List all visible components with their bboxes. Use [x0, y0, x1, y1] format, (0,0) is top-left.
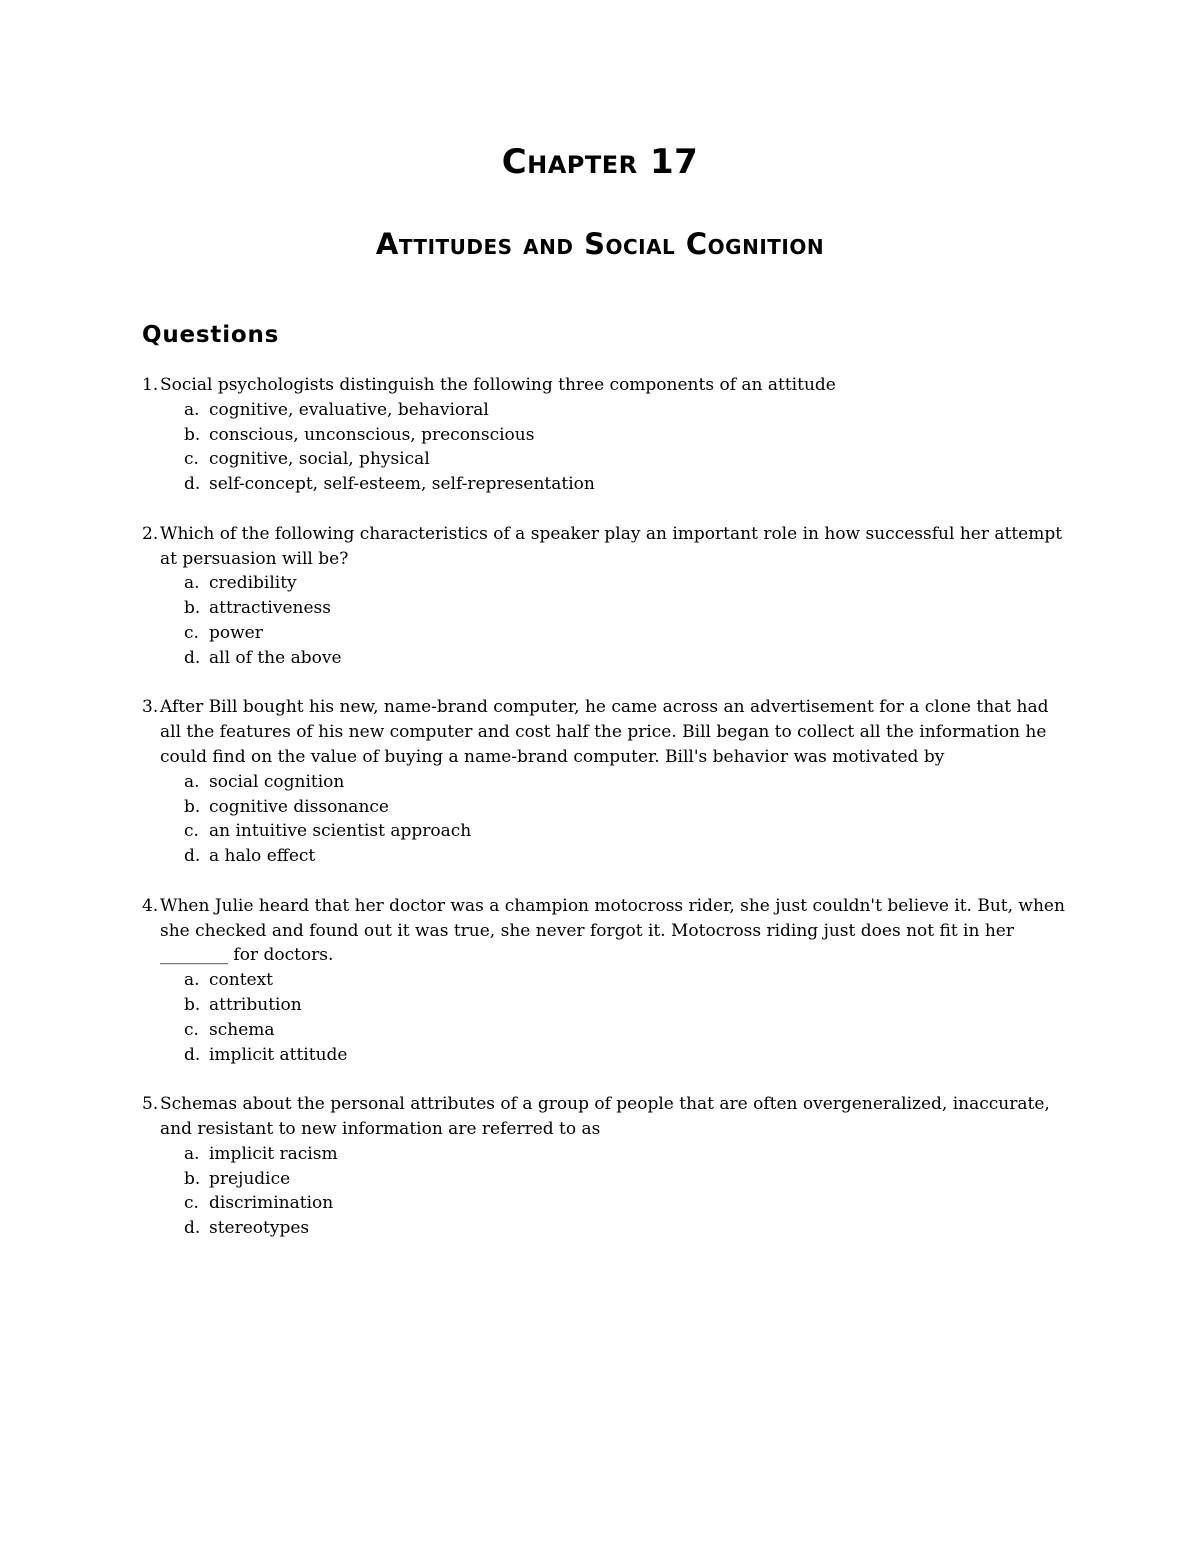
question-5	[142, 1092, 1072, 1241]
answer-option-c	[142, 1018, 1072, 1043]
question-stem	[142, 695, 1072, 769]
answer-option-c	[142, 447, 1072, 472]
answer-option-d	[142, 472, 1072, 497]
option-letter: d.	[184, 474, 201, 495]
answer-option-b	[142, 1167, 1072, 1192]
question-number: 5.	[142, 1094, 159, 1115]
answer-option-a	[142, 770, 1072, 795]
option-letter: b.	[184, 598, 201, 619]
option-letter: d.	[184, 846, 201, 867]
option-text: cognitive, social, physical	[209, 449, 430, 470]
option-text: a halo effect	[209, 846, 316, 867]
option-letter: d.	[184, 1218, 201, 1239]
option-text: social cognition	[209, 771, 345, 792]
option-text: self-concept, self-esteem, self-representation	[209, 474, 595, 495]
question-text: Schemas about the personal attributes of a group of people that are often overgeneralized, inaccurate, and resistant to new information are referred to as	[160, 1094, 1050, 1139]
option-letter: d.	[184, 647, 201, 668]
question-1	[142, 373, 1072, 497]
option-text: implicit attitude	[209, 1044, 348, 1065]
option-text: cognitive, evaluative, behavioral	[209, 399, 489, 420]
option-letter: c.	[184, 622, 199, 643]
option-text: prejudice	[209, 1168, 291, 1189]
option-text: credibility	[209, 573, 297, 594]
answer-options	[142, 571, 1072, 670]
option-letter: a.	[184, 1143, 200, 1164]
option-letter: a.	[184, 399, 200, 420]
option-text: conscious, unconscious, preconscious	[209, 424, 535, 445]
answer-option-a	[142, 398, 1072, 423]
section-heading: Questions	[142, 322, 280, 348]
answer-option-b	[142, 795, 1072, 820]
question-text: Which of the following characteristics of a speaker play an important role in how successful her attempt at persuasion will be?	[160, 523, 1063, 569]
question-number: 4.	[142, 895, 159, 916]
question-text: When Julie heard that her doctor was a champion motocross rider, she just couldn't believe it. But, when she checked and found out it was true, she never forgot it. Motocross riding just does not fit in her ________ for doctors.	[160, 895, 1065, 966]
answer-options	[142, 398, 1072, 497]
option-text: schema	[209, 1019, 275, 1040]
answer-option-d	[142, 1043, 1072, 1068]
option-text: discrimination	[209, 1193, 334, 1214]
option-text: attribution	[209, 994, 302, 1015]
question-list	[142, 373, 1072, 1266]
answer-options	[142, 968, 1072, 1067]
question-number: 1.	[142, 375, 159, 395]
answer-option-a	[142, 1142, 1072, 1167]
option-letter: c.	[184, 821, 199, 842]
option-text: context	[209, 970, 274, 991]
answer-options	[142, 1142, 1072, 1241]
question-stem	[142, 522, 1072, 572]
question-2	[142, 522, 1072, 671]
option-text: attractiveness	[209, 598, 331, 619]
answer-option-a	[142, 571, 1072, 596]
question-text: After Bill bought his new, name-brand computer, he came across an advertisement for a clone that had all the features of his new computer and cost half the price. Bill began to collect all the information he could find on the value of buying a name-brand computer. Bill's behavior was motivated by	[160, 697, 1049, 767]
option-text: power	[209, 622, 263, 643]
option-text: cognitive dissonance	[209, 796, 389, 817]
answer-option-d	[142, 646, 1072, 671]
question-stem	[142, 1092, 1072, 1142]
question-number: 3.	[142, 697, 159, 718]
chapter-title: Chapter 17	[501, 142, 699, 182]
chapter-subtitle: Attitudes and Social Cognition	[375, 227, 825, 261]
option-letter: a.	[184, 573, 200, 594]
option-letter: d.	[184, 1044, 201, 1065]
option-text: stereotypes	[209, 1218, 310, 1239]
answer-option-d	[142, 1216, 1072, 1241]
question-text: Social psychologists distinguish the following three components of an attitude	[160, 375, 836, 395]
answer-option-b	[142, 993, 1072, 1018]
answer-option-a	[142, 968, 1072, 993]
answer-option-b	[142, 423, 1072, 448]
option-letter: b.	[184, 994, 201, 1015]
option-letter: b.	[184, 424, 201, 445]
option-text: all of the above	[209, 647, 342, 668]
option-letter: b.	[184, 1168, 201, 1189]
option-letter: b.	[184, 796, 201, 817]
option-letter: c.	[184, 449, 199, 470]
option-text: implicit racism	[209, 1143, 338, 1164]
option-letter: a.	[184, 970, 200, 991]
question-3	[142, 695, 1072, 869]
option-letter: c.	[184, 1019, 199, 1040]
option-text: an intuitive scientist approach	[209, 821, 472, 842]
option-letter: c.	[184, 1193, 199, 1214]
question-stem	[142, 894, 1072, 968]
answer-option-d	[142, 844, 1072, 869]
question-stem	[142, 373, 1072, 398]
answer-option-c	[142, 819, 1072, 844]
answer-option-b	[142, 596, 1072, 621]
answer-option-c	[142, 1191, 1072, 1216]
question-4	[142, 894, 1072, 1068]
question-number: 2.	[142, 523, 159, 544]
answer-options	[142, 770, 1072, 869]
answer-option-c	[142, 621, 1072, 646]
option-letter: a.	[184, 771, 200, 792]
